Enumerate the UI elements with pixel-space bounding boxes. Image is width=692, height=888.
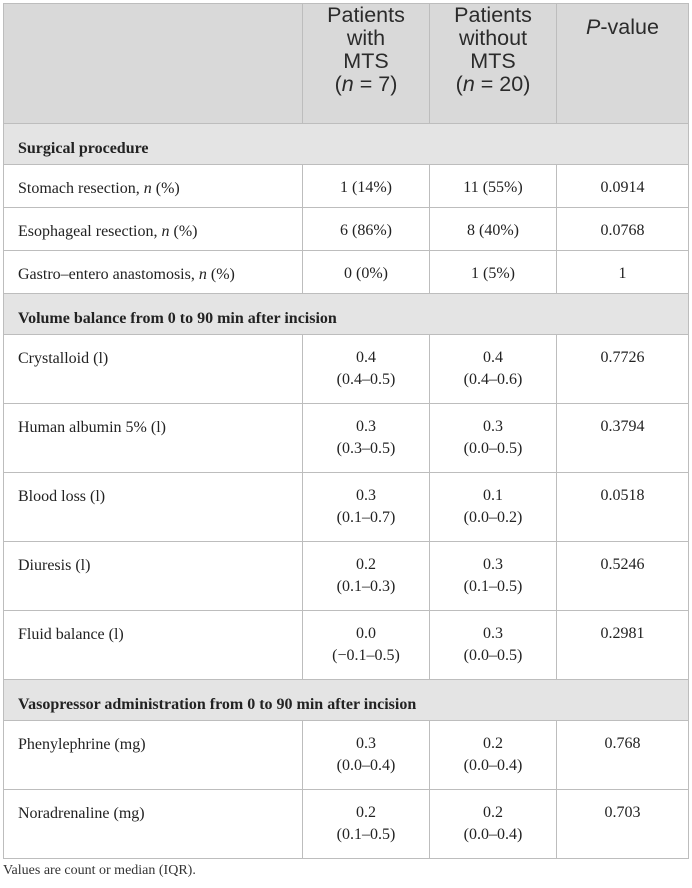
p-value: 0.768 xyxy=(557,721,689,790)
value-with-mts: 0.3 (0.1–0.7) xyxy=(303,473,430,542)
value-with-mts: 0.2 (0.1–0.5) xyxy=(303,790,430,859)
section-header-row xyxy=(4,124,689,165)
value-without-mts: 11 (55%) xyxy=(430,165,557,208)
value-without-mts: 1 (5%) xyxy=(430,251,557,294)
table-row xyxy=(4,542,689,611)
section-title: Volume balance from 0 to 90 min after incision xyxy=(4,294,689,335)
row-label: Stomach resection, n (%) xyxy=(4,165,303,208)
row-label: Fluid balance (l) xyxy=(4,611,303,680)
p-value: 0.0768 xyxy=(557,208,689,251)
table-row xyxy=(4,611,689,680)
value-without-mts: 0.1 (0.0–0.2) xyxy=(430,473,557,542)
results-table xyxy=(3,3,689,859)
p-value: 0.3794 xyxy=(557,404,689,473)
row-label: Crystalloid (l) xyxy=(4,335,303,404)
p-value: 0.2981 xyxy=(557,611,689,680)
p-value: 0.0518 xyxy=(557,473,689,542)
row-label: Gastro–entero anastomosis, n (%) xyxy=(4,251,303,294)
row-label: Human albumin 5% (l) xyxy=(4,404,303,473)
p-value: 0.5246 xyxy=(557,542,689,611)
value-without-mts: 8 (40%) xyxy=(430,208,557,251)
header-p-value: P-value xyxy=(557,4,689,124)
table-row xyxy=(4,251,689,294)
row-label: Blood loss (l) xyxy=(4,473,303,542)
section-title: Surgical procedure xyxy=(4,124,689,165)
header-empty-cell xyxy=(4,4,303,124)
row-label: Diuresis (l) xyxy=(4,542,303,611)
value-without-mts: 0.3 (0.0–0.5) xyxy=(430,404,557,473)
value-with-mts: 0.3 (0.3–0.5) xyxy=(303,404,430,473)
value-with-mts: 0.4 (0.4–0.5) xyxy=(303,335,430,404)
value-with-mts: 0 (0%) xyxy=(303,251,430,294)
header-with-mts: Patients with MTS (n = 7) xyxy=(303,4,430,124)
row-label: Phenylephrine (mg) xyxy=(4,721,303,790)
section-title: Vasopressor administration from 0 to 90 min after incision xyxy=(4,680,689,721)
value-without-mts: 0.3 (0.1–0.5) xyxy=(430,542,557,611)
value-without-mts: 0.2 (0.0–0.4) xyxy=(430,790,557,859)
table-row xyxy=(4,721,689,790)
value-with-mts: 0.3 (0.0–0.4) xyxy=(303,721,430,790)
table-row xyxy=(4,208,689,251)
p-value: 0.7726 xyxy=(557,335,689,404)
value-with-mts: 0.2 (0.1–0.3) xyxy=(303,542,430,611)
header-row xyxy=(4,4,689,124)
p-value: 0.0914 xyxy=(557,165,689,208)
value-without-mts: 0.2 (0.0–0.4) xyxy=(430,721,557,790)
row-label: Noradrenaline (mg) xyxy=(4,790,303,859)
row-label: Esophageal resection, n (%) xyxy=(4,208,303,251)
p-value: 0.703 xyxy=(557,790,689,859)
table-row xyxy=(4,404,689,473)
section-header-row xyxy=(4,294,689,335)
table-row xyxy=(4,790,689,859)
value-with-mts: 6 (86%) xyxy=(303,208,430,251)
table-row xyxy=(4,473,689,542)
p-value: 1 xyxy=(557,251,689,294)
table-body xyxy=(4,124,689,859)
table-row xyxy=(4,165,689,208)
value-with-mts: 0.0 (−0.1–0.5) xyxy=(303,611,430,680)
value-without-mts: 0.4 (0.4–0.6) xyxy=(430,335,557,404)
value-without-mts: 0.3 (0.0–0.5) xyxy=(430,611,557,680)
section-header-row xyxy=(4,680,689,721)
table-footnote: Values are count or median (IQR). xyxy=(3,863,196,878)
header-without-mts: Patients without MTS (n = 20) xyxy=(430,4,557,124)
value-with-mts: 1 (14%) xyxy=(303,165,430,208)
table-row xyxy=(4,335,689,404)
